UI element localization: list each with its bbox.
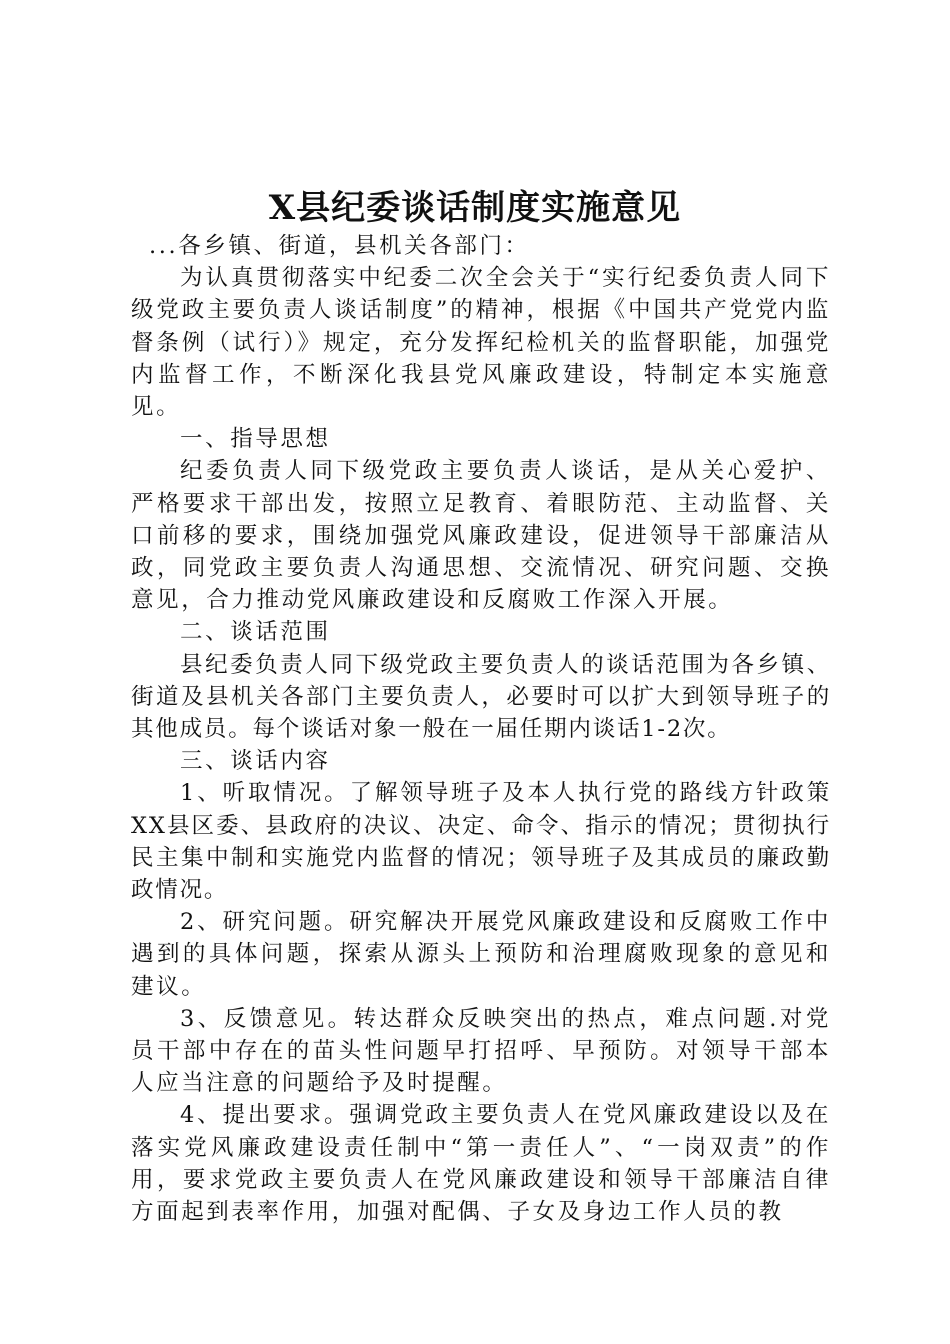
section-heading-guiding-thought: 一、指导思想 [180, 426, 331, 453]
content-item-2: 2、研究问题。研究解决开展党风廉政建设和反腐败工作中遇到的具体问题，探索从源头上预防和治理腐败现象的意见和建议。 [131, 909, 831, 1000]
document-body [131, 230, 831, 1228]
section-heading-content: 三、谈话内容 [180, 748, 331, 775]
intro-paragraph: 为认真贯彻落实中纪委二次全会关于“实行纪委负责人同下级党政主要负责人谈话制度”的精神，根据《中国共产党党内监督条例（试行）》规定，充分发挥纪检机关的监督职能，加强党内监督工作，不断深化我县党风廉政建设，特制定本实施意见。 [131, 265, 831, 421]
scope-paragraph: 县纪委负责人同下级党政主要负责人的谈话范围为各乡镇、街道及县机关各部门主要负责人，必要时可以扩大到领导班子的其他成员。每个谈话对象一般在一届任期内谈话1-2次。 [131, 651, 831, 743]
content-item-3: 3、反馈意见。转达群众反映突出的热点，难点问题.对党员干部中存在的苗头性问题早打招呼、早预防。对领导干部本人应当注意的问题给予及时提醒。 [131, 1005, 831, 1097]
guiding-thought-paragraph: 纪委负责人同下级党政主要负责人谈话，是从关心爱护、严格要求干部出发，按照立足教育、着眼防范、主动监督、关口前移的要求，围绕加强党风廉政建设，促进领导干部廉洁从政，同党政主要负责人沟通思想、交流情况、研究问题、交换意见，合力推动党风廉政建设和反腐败工作深入开展。 [131, 458, 831, 614]
content-item-4: 4、提出要求。强调党政主要负责人在党风廉政建设以及在落实党风廉政建设责任制中“第一责任人”、“一岗双责”的作用，要求党政主要负责人在党风廉政建设和领导干部廉洁自律方面起到表率作用，加强对配偶、子女及身边工作人员的教 [131, 1102, 831, 1226]
document-title: X县纪委谈话制度实施意见 [268, 188, 682, 228]
section-heading-scope: 二、谈话范围 [180, 619, 331, 646]
content-item-1: 1、听取情况。了解领导班子及本人执行党的路线方针政策XX县区委、县政府的决议、决定、命令、指示的情况；贯彻执行民主集中制和实施党内监督的情况；领导班子及其成员的廉政勤政情况。 [131, 780, 831, 904]
salutation: ...各乡镇、街道，县机关各部门： [149, 233, 530, 259]
